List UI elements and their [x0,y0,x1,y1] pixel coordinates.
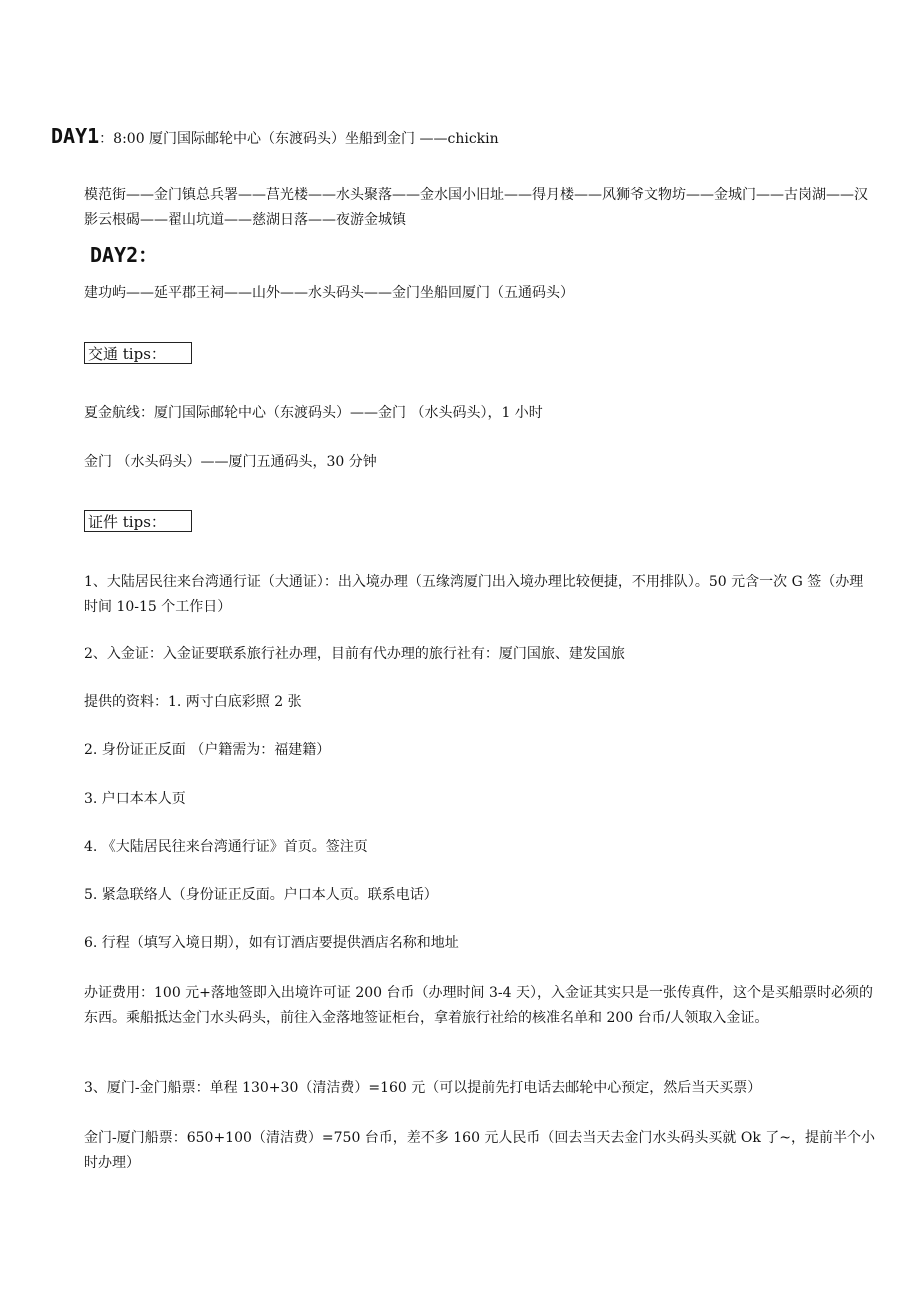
day1-heading-line [51,126,499,149]
day1-separator: ： [99,131,114,147]
transport-line-2: 金门 （水头码头）——厦门五通码头，30 分钟 [84,454,377,470]
material-item-5: 5. 紧急联络人（身份证正反面。户口本人页。联系电话） [84,887,438,903]
document-item-3: 3、厦门-金门船票：单程 130+30（清洁费）=160 元（可以提前先打电话去邮轮中心预定，然后当天买票） [84,1080,762,1096]
material-item-6: 6. 行程（填写入境日期），如有订酒店要提供酒店名称和地址 [84,935,459,951]
day2-itinerary: 建功屿——延平郡王祠——山外——水头码头——金门坐船回厦门（五通码头） [84,285,574,301]
document-tips-heading: 证件 tips： [84,510,192,532]
day2-heading: DAY2： [90,243,159,267]
day1-label: DAY1 [51,124,100,148]
day1-itinerary [84,183,874,233]
material-item-3: 3. 户口本本人页 [84,791,186,807]
transport-tips-heading: 交通 tips： [84,342,192,364]
document-item-1: 1、大陆居民往来台湾通行证（大通证）：出入境办理（五缘湾厦门出入境办理比较便捷，不用排队）。50 元含一次 G 签（办理时间 10-15 个工作日） [84,574,864,615]
day1-itinerary-text: 模范街——金门镇总兵署——莒光楼——水头聚落——金水国小旧址——得月楼——风狮爷文物坊——金城门——古岗湖——汉影云根碣——翟山坑道——慈湖日落——夜游金城镇 [84,187,868,228]
transport-line-1: 夏金航线：厦门国际邮轮中心（东渡码头）——金门 （水头码头），1 小时 [84,405,543,421]
document-item-2: 2、入金证：入金证要联系旅行社办理，目前有代办理的旅行社有：厦门国旅、建发国旅 [84,646,625,662]
return-ticket-paragraph: 金门-厦门船票：650+100（清洁费）=750 台币，差不多 160 元人民币（回去当天去金门水头码头买就 Ok 了~，提前半个小时办理） [84,1130,876,1171]
material-item-4: 4. 《大陆居民往来台湾通行证》首页。签注页 [84,839,368,855]
materials-intro: 提供的资料：1. 两寸白底彩照 2 张 [84,694,302,710]
material-item-2: 2. 身份证正反面 （户籍需为：福建籍） [84,742,331,758]
fee-paragraph: 办证费用：100 元+落地签即入出境许可证 200 台币（办理时间 3-4 天），入金证其实只是一张传真件，这个是买船票时必须的东西。乘船抵达金门水头码头，前往入金落地签证柜台，拿着旅行社给的核准名单和 200 台币/人领取入金证。 [84,985,873,1026]
day1-route: 8:00 厦门国际邮轮中心（东渡码头）坐船到金门 ——chickin [113,131,499,147]
